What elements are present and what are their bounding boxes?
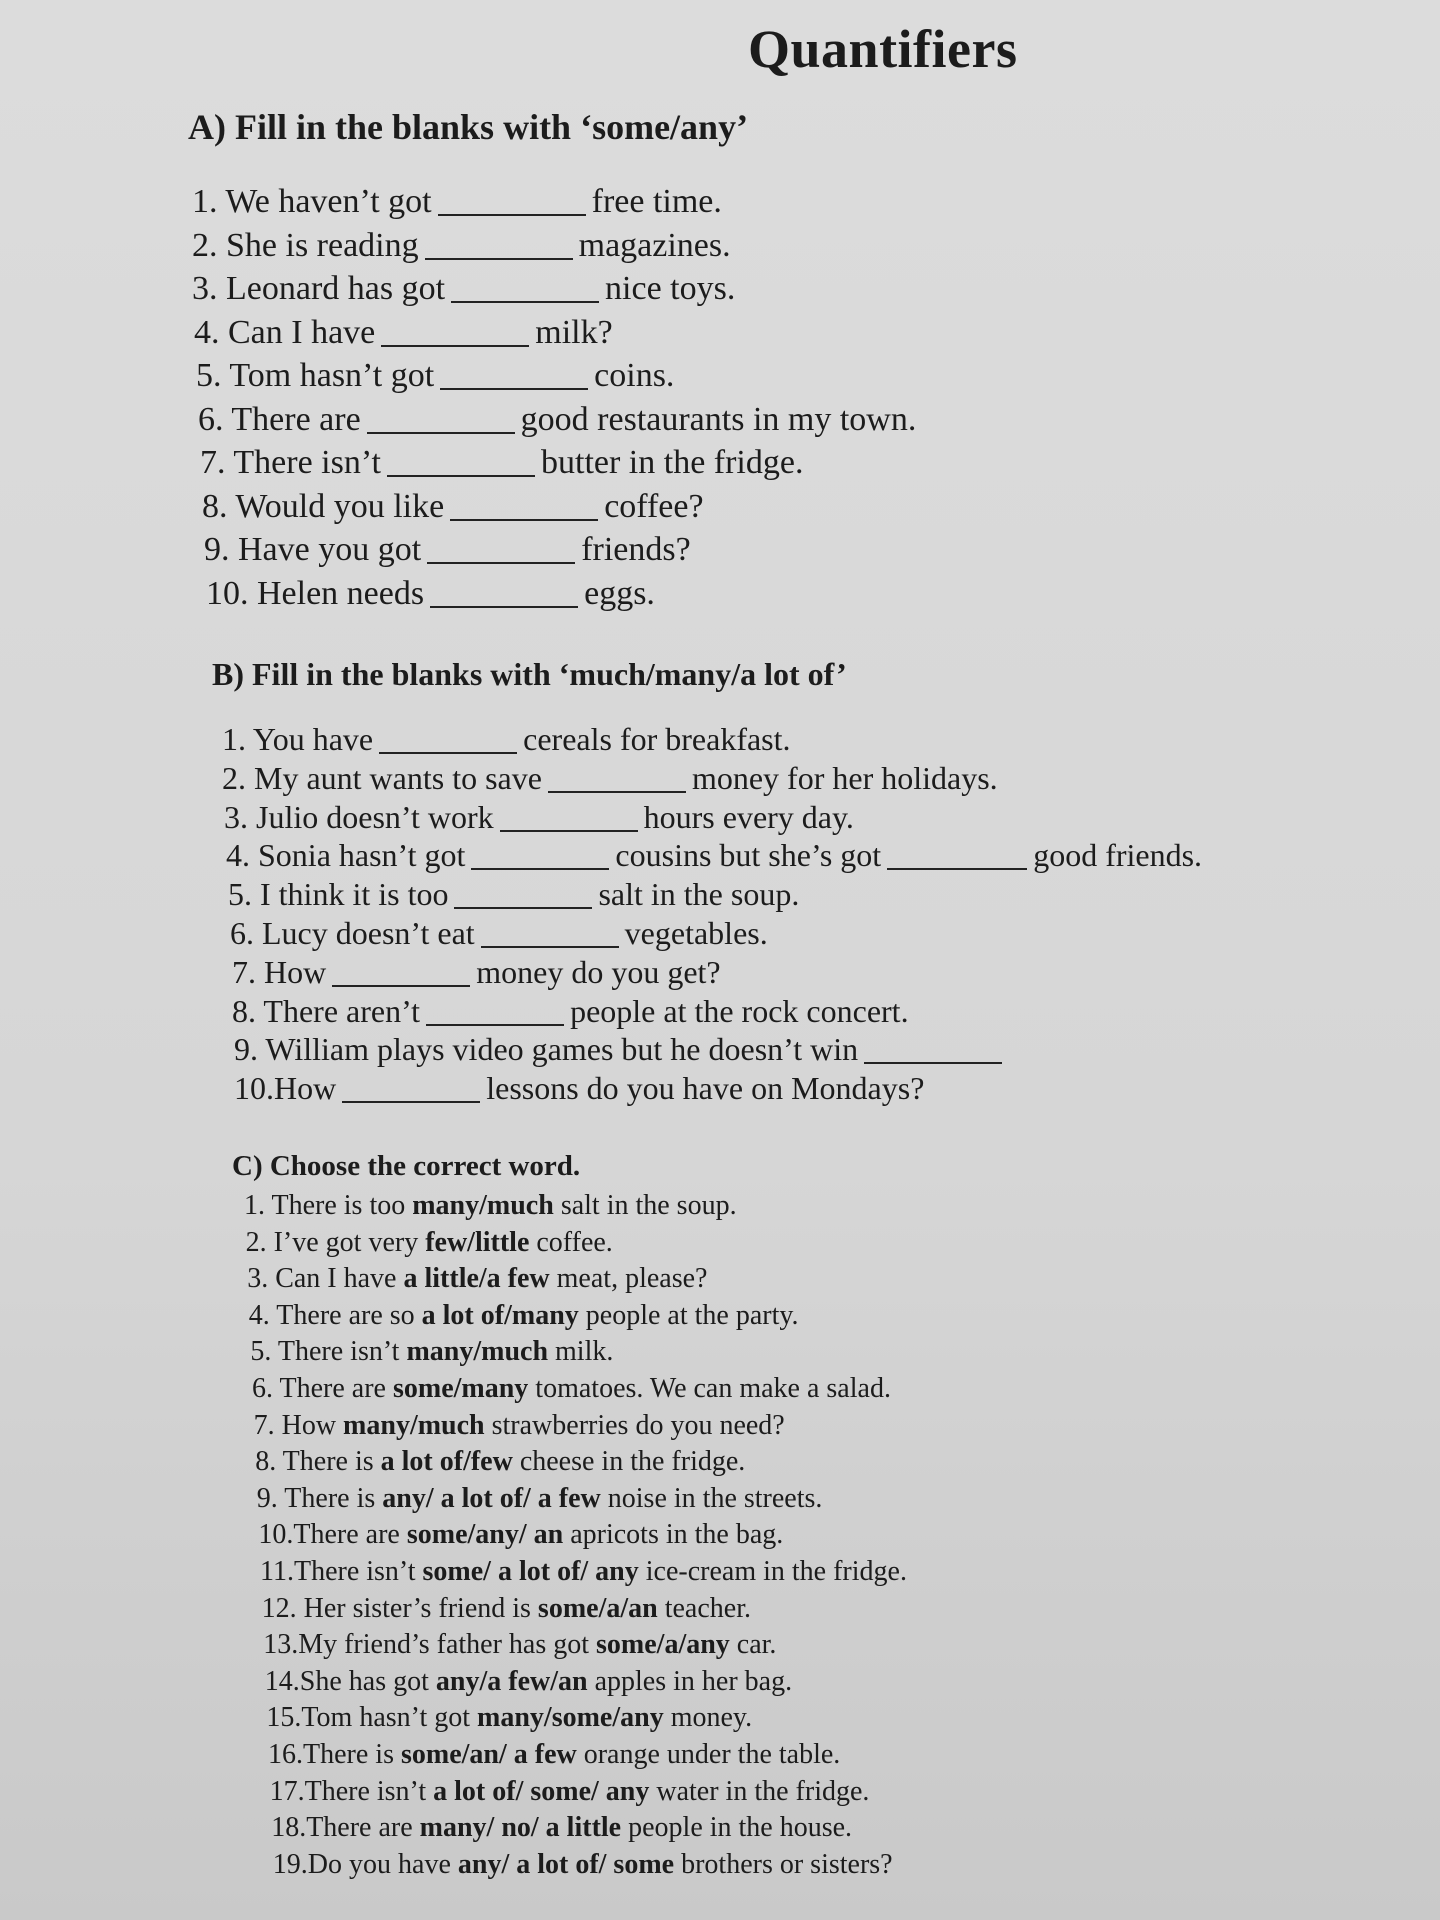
section-c-heading: C) Choose the correct word. xyxy=(232,1150,581,1182)
exercise-a-rest: free time. xyxy=(591,183,722,220)
exercise-c-line xyxy=(255,1446,745,1478)
exercise-c-line xyxy=(249,1300,799,1332)
exercise-a-rest: friends? xyxy=(581,531,691,568)
exercise-c-prompt: 18.There are xyxy=(271,1812,420,1844)
exercise-a-prompt: 5. Tom hasn’t got xyxy=(196,357,435,394)
exercise-b-prompt: 4. Sonia hasn’t got xyxy=(226,837,466,874)
exercise-c-line xyxy=(254,1410,785,1442)
exercise-c-line xyxy=(257,1483,823,1515)
exercise-a-line xyxy=(206,572,655,613)
exercise-c-line xyxy=(260,1556,907,1588)
answer-blank[interactable] xyxy=(500,798,638,832)
exercise-a-rest: coffee? xyxy=(604,487,704,525)
word-choice[interactable]: many/ no/ a little xyxy=(419,1812,622,1844)
exercise-c-prompt: 17.There isn’t xyxy=(269,1775,434,1807)
exercise-a-line xyxy=(192,224,731,265)
exercise-b-prompt: 1. You have xyxy=(222,721,374,757)
word-choice[interactable]: any/ a lot of/ a few xyxy=(382,1482,601,1514)
exercise-c-rest: meat, please? xyxy=(549,1263,708,1295)
answer-blank[interactable] xyxy=(367,398,515,434)
exercise-c-rest: ice-cream in the fridge. xyxy=(638,1556,907,1587)
exercise-a-prompt: 7. There isn’t xyxy=(200,444,381,481)
exercise-c-rest: apricots in the bag. xyxy=(563,1519,784,1551)
word-choice[interactable]: many/much xyxy=(412,1190,554,1221)
exercise-c-line xyxy=(263,1629,776,1661)
exercise-c-line xyxy=(252,1373,891,1405)
word-choice[interactable]: any/ a lot of/ some xyxy=(457,1848,675,1880)
answer-blank[interactable] xyxy=(342,1069,480,1103)
exercise-b-line xyxy=(226,836,1202,874)
exercise-a-prompt: 1. We haven’t got xyxy=(192,183,432,220)
exercise-c-rest: coffee. xyxy=(529,1226,613,1258)
exercise-c-prompt: 3. Can I have xyxy=(247,1263,404,1295)
exercise-c-rest: water in the fridge. xyxy=(649,1775,870,1807)
exercise-a-rest: butter in the fridge. xyxy=(541,444,804,481)
word-choice[interactable]: a lot of/ some/ any xyxy=(433,1775,650,1807)
word-choice[interactable]: few/little xyxy=(425,1226,530,1258)
exercise-c-rest: brothers or sisters? xyxy=(674,1848,893,1880)
exercise-a-prompt: 10. Helen needs xyxy=(206,574,425,612)
exercise-b-rest: salt in the soup. xyxy=(598,876,800,913)
exercise-c-prompt: 7. How xyxy=(253,1409,344,1441)
exercise-b-rest: vegetables. xyxy=(624,915,768,951)
word-choice[interactable]: many/some/any xyxy=(477,1702,664,1734)
exercise-c-prompt: 5. There isn’t xyxy=(250,1336,407,1368)
answer-blank[interactable] xyxy=(426,992,564,1026)
exercise-a-prompt: 6. There are xyxy=(198,400,361,438)
exercise-a-line xyxy=(194,311,613,352)
exercise-c-prompt: 9. There is xyxy=(256,1482,383,1514)
section-a-heading: A) Fill in the blanks with ‘some/any’ xyxy=(188,107,749,147)
exercise-c-prompt: 15.Tom hasn’t got xyxy=(266,1702,478,1734)
exercise-b-prompt: 6. Lucy doesn’t eat xyxy=(230,915,475,951)
exercise-c-rest: car. xyxy=(729,1629,777,1661)
exercise-c-line xyxy=(266,1702,752,1734)
exercise-b-line xyxy=(234,1030,1008,1068)
exercise-c-prompt: 16.There is xyxy=(268,1739,401,1770)
exercise-b-rest-2: good friends. xyxy=(1033,837,1203,874)
page-title: Quantifiers xyxy=(748,19,1018,79)
exercise-c-rest: people in the house. xyxy=(621,1812,853,1844)
answer-blank[interactable] xyxy=(438,180,586,216)
exercise-c-line xyxy=(262,1593,751,1625)
exercise-b-prompt: 8. There aren’t xyxy=(232,992,421,1029)
exercise-b-line xyxy=(222,759,998,797)
exercise-c-prompt: 8. There is xyxy=(255,1446,381,1478)
exercise-b-rest: people at the rock concert. xyxy=(570,992,909,1029)
exercise-c-rest: apples in her bag. xyxy=(587,1665,793,1697)
exercise-c-line xyxy=(271,1812,852,1844)
word-choice[interactable]: some/an/ a few xyxy=(400,1739,577,1770)
exercise-a-prompt: 4. Can I have xyxy=(194,313,376,351)
section-b-heading: B) Fill in the blanks with ‘much/many/a lot of’ xyxy=(212,656,847,692)
exercise-c-prompt: 2. I’ve got very xyxy=(245,1226,426,1258)
exercise-b-line xyxy=(230,914,768,952)
exercise-a-prompt: 2. She is reading xyxy=(192,226,419,264)
answer-blank[interactable] xyxy=(425,224,573,260)
exercise-b-rest: money for her holidays. xyxy=(691,759,998,796)
answer-blank[interactable] xyxy=(450,485,598,521)
exercise-c-prompt: 13.My friend’s father has got xyxy=(263,1629,597,1661)
word-choice[interactable]: many/much xyxy=(406,1336,549,1368)
exercise-a-line xyxy=(198,398,916,439)
exercise-b-rest: cereals for breakfast. xyxy=(523,721,791,757)
word-choice[interactable]: a little/a few xyxy=(403,1263,550,1295)
exercise-a-rest: nice toys. xyxy=(605,270,736,307)
answer-blank[interactable] xyxy=(381,311,529,347)
exercise-b-line xyxy=(224,798,854,836)
exercise-b-prompt: 2. My aunt wants to save xyxy=(222,759,542,796)
exercise-a-rest: milk? xyxy=(535,313,613,351)
exercise-c-prompt: 1. There is too xyxy=(244,1190,413,1221)
exercise-c-line xyxy=(270,1776,870,1808)
exercise-c-line xyxy=(250,1336,613,1368)
exercise-c-prompt: 4. There are so xyxy=(248,1299,422,1331)
exercise-c-prompt: 14.She has got xyxy=(264,1665,436,1697)
exercise-c-prompt: 10.There are xyxy=(258,1519,407,1551)
exercise-b-line xyxy=(232,992,909,1030)
exercise-b-rest: cousins but she’s got xyxy=(615,837,882,874)
answer-blank[interactable] xyxy=(548,759,686,793)
answer-blank[interactable] xyxy=(379,720,517,754)
exercise-a-line xyxy=(200,441,803,482)
answer-blank[interactable] xyxy=(451,267,599,303)
exercise-c-rest: cheese in the fridge. xyxy=(512,1446,746,1478)
word-choice[interactable]: some/a/an xyxy=(537,1592,658,1624)
exercise-c-rest: salt in the soup. xyxy=(553,1190,737,1221)
exercise-a-line xyxy=(204,528,691,569)
exercise-c-prompt: 12. Her sister’s friend is xyxy=(261,1592,538,1624)
word-choice[interactable]: some/any/ an xyxy=(406,1519,564,1551)
exercise-b-line xyxy=(232,953,721,991)
exercise-c-rest: money. xyxy=(663,1702,753,1734)
exercise-a-line xyxy=(192,267,735,308)
exercise-b-prompt: 5. I think it is too xyxy=(228,876,449,913)
exercise-c-prompt: 6. There are xyxy=(252,1373,393,1404)
answer-blank[interactable] xyxy=(332,953,470,987)
word-choice[interactable]: many/much xyxy=(343,1409,485,1441)
word-choice[interactable]: some/ a lot of/ any xyxy=(422,1556,639,1587)
exercise-c-rest: milk. xyxy=(548,1336,614,1368)
exercise-b-line xyxy=(222,720,791,758)
exercise-c-line xyxy=(246,1227,613,1259)
answer-blank[interactable] xyxy=(430,572,578,608)
word-choice[interactable]: a lot of/few xyxy=(380,1446,513,1478)
answer-blank[interactable] xyxy=(887,836,1027,870)
word-choice[interactable]: a lot of/many xyxy=(421,1299,579,1331)
exercise-a-prompt: 8. Would you like xyxy=(202,487,445,525)
word-choice[interactable]: any/a few/an xyxy=(435,1665,588,1697)
answer-blank[interactable] xyxy=(471,836,609,870)
word-choice[interactable]: some/a/any xyxy=(596,1629,730,1661)
answer-blank[interactable] xyxy=(387,441,535,477)
exercise-c-rest: noise in the streets. xyxy=(600,1482,823,1514)
exercise-b-prompt: 7. How xyxy=(232,953,327,990)
exercise-c-line xyxy=(265,1666,792,1698)
answer-blank[interactable] xyxy=(864,1030,1002,1064)
exercise-c-line xyxy=(247,1263,707,1295)
exercise-a-rest: coins. xyxy=(594,357,675,394)
exercise-a-line xyxy=(192,180,722,221)
exercise-b-prompt: 3. Julio doesn’t work xyxy=(224,798,494,835)
exercise-c-prompt: 11.There isn’t xyxy=(260,1556,423,1587)
exercise-b-line xyxy=(228,875,799,913)
exercise-b-prompt: 9. William plays video games but he doesn’t win xyxy=(234,1031,859,1068)
exercise-c-line xyxy=(268,1739,840,1771)
exercise-c-rest: people at the party. xyxy=(578,1299,799,1331)
answer-blank[interactable] xyxy=(427,528,575,564)
exercise-a-line xyxy=(196,354,674,395)
exercise-b-prompt: 10.How xyxy=(234,1070,337,1107)
exercise-b-rest: lessons do you have on Mondays? xyxy=(486,1070,925,1107)
exercise-b-rest: hours every day. xyxy=(643,798,854,835)
exercise-c-line xyxy=(273,1849,893,1881)
exercise-c-rest: teacher. xyxy=(657,1592,751,1624)
exercise-c-line xyxy=(244,1190,737,1222)
exercise-c-line xyxy=(258,1519,783,1551)
exercise-b-rest: money do you get? xyxy=(476,953,721,990)
exercise-a-prompt: 9. Have you got xyxy=(204,531,422,568)
answer-blank[interactable] xyxy=(440,354,588,390)
exercise-c-rest: tomatoes. We can make a salad. xyxy=(528,1373,891,1404)
answer-blank[interactable] xyxy=(454,875,592,909)
exercise-a-rest: magazines. xyxy=(578,226,731,264)
exercise-a-line xyxy=(202,485,704,526)
exercise-c-rest: strawberries do you need? xyxy=(484,1409,785,1441)
exercise-c-prompt: 19.Do you have xyxy=(272,1848,458,1880)
exercise-a-rest: good restaurants in my town. xyxy=(520,400,917,438)
exercise-a-prompt: 3. Leonard has got xyxy=(192,270,446,307)
answer-blank[interactable] xyxy=(481,914,619,948)
exercise-b-line xyxy=(234,1069,924,1107)
exercise-a-rest: eggs. xyxy=(584,574,655,612)
exercise-c-rest: orange under the table. xyxy=(576,1739,841,1770)
word-choice[interactable]: some/many xyxy=(392,1373,529,1404)
